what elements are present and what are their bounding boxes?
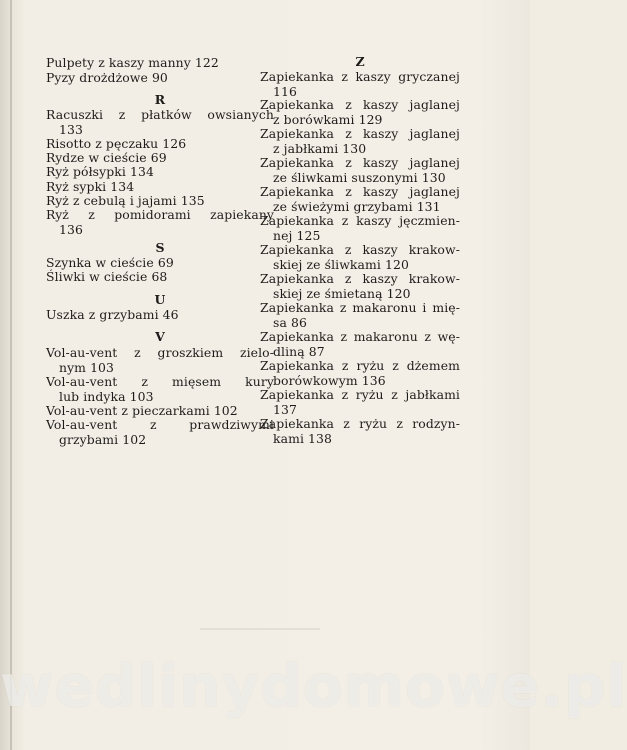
entry-line: Vol-au-vent z prawdziwymi [46,417,274,432]
index-entry [260,330,460,359]
entry-line: Zapiekanka z kaszy krakow- [260,271,460,286]
index-entry [260,98,460,127]
entry-line: Zapiekanka z kaszy jaglanej [260,155,460,170]
index-entry [260,417,460,446]
section-letter-z: Z [355,54,365,69]
index-entry [46,418,274,447]
section-letter-r: R [154,92,166,107]
entry-continuation: skiej ze śmietaną 120 [273,285,411,301]
entry-continuation: skiej ze śliwkami 120 [273,256,409,272]
entry-line: Zapiekanka z kaszy gryczanej [260,69,460,84]
entry-line: Vol-au-vent z pieczarkami 102 [46,403,238,418]
faint-mark [200,628,320,630]
index-entry [260,127,460,156]
entry-continuation: dliną 87 [273,343,325,359]
section-letter-v: V [155,329,165,344]
index-entry [260,243,460,272]
index-entry [46,308,274,323]
section-letter-u: U [154,292,166,307]
entry-continuation: 116 [273,83,297,99]
entry-line: Zapiekanka z kaszy krakow- [260,242,460,257]
index-entry [260,388,460,417]
entry-continuation: 133 [59,121,83,137]
entry-continuation: z jabłkami 130 [273,140,367,156]
entry-line: Zapiekanka z ryżu z rodzyn- [260,416,460,431]
page-fold [10,0,12,750]
entry-line: Zapiekanka z kaszy jaglanej [260,126,460,141]
entry-continuation: ze świeżymi grzybami 131 [273,198,441,214]
entry-continuation: grzybami 102 [59,431,147,447]
watermark: wedlinydomowe.pl [0,652,627,720]
entry-line: Ryż z cebulą i jajami 135 [46,193,205,208]
index-entry [260,359,460,388]
entry-line: Pyzy drożdżowe 90 [46,70,168,85]
index-entry [260,214,460,243]
index-entry [46,165,274,180]
entry-line: Zapiekanka z ryżu z jabłkami [260,387,460,402]
entry-line: Zapiekanka z makaronu i mię- [260,300,460,315]
index-entry [260,272,460,301]
entry-continuation: 137 [273,401,297,417]
entry-line: Szynka w cieście 69 [46,255,174,270]
entry-line: Zapiekanka z ryżu z dżemem [260,358,460,373]
entry-line: Zapiekanka z kaszy jaglanej [260,184,460,199]
index-entry [46,108,274,137]
entry-continuation: ze śliwkami suszonymi 130 [273,169,446,185]
entry-continuation: nym 103 [59,359,115,375]
entry-line: Zapiekanka z kaszy jęczmien- [260,213,460,228]
entry-line: Vol-au-vent z mięsem kury [46,374,274,389]
entry-line: Risotto z pęczaku 126 [46,136,187,151]
entry-continuation: lub indyka 103 [59,388,154,404]
index-entry [260,70,460,99]
entry-line: Rydze w cieście 69 [46,150,167,165]
entry-line: Zapiekanka z makaronu z wę- [260,329,460,344]
entry-continuation: kami 138 [273,430,332,446]
index-entry [46,375,274,404]
entry-continuation: nej 125 [273,227,321,243]
entry-continuation: z borówkami 129 [273,111,383,127]
section-letter-s: S [155,240,165,255]
index-entry [46,346,274,375]
entry-line: Pulpety z kaszy manny 122 [46,55,219,70]
entry-line: Śliwki w cieście 68 [46,269,168,284]
entry-line: Zapiekanka z kaszy jaglanej [260,97,460,112]
index-entry [46,56,274,71]
entry-continuation: borówkowym 136 [273,372,386,388]
entry-line: Vol-au-vent z groszkiem zielo- [46,345,274,360]
entry-line: Racuszki z płatków owsianych [46,107,274,122]
entry-line: Ryż z pomidorami zapiekany [46,207,274,222]
index-entry [260,301,460,330]
index-entry [260,185,460,214]
entry-line: Ryż sypki 134 [46,179,135,194]
entry-line: Uszka z grzybami 46 [46,307,179,322]
entry-line: Ryż półsypki 134 [46,164,154,179]
index-entry [46,71,274,86]
index-entry [46,270,274,285]
entry-continuation: 136 [59,221,83,237]
index-entry [46,208,274,237]
entry-continuation: sa 86 [273,314,307,330]
index-entry [260,156,460,185]
